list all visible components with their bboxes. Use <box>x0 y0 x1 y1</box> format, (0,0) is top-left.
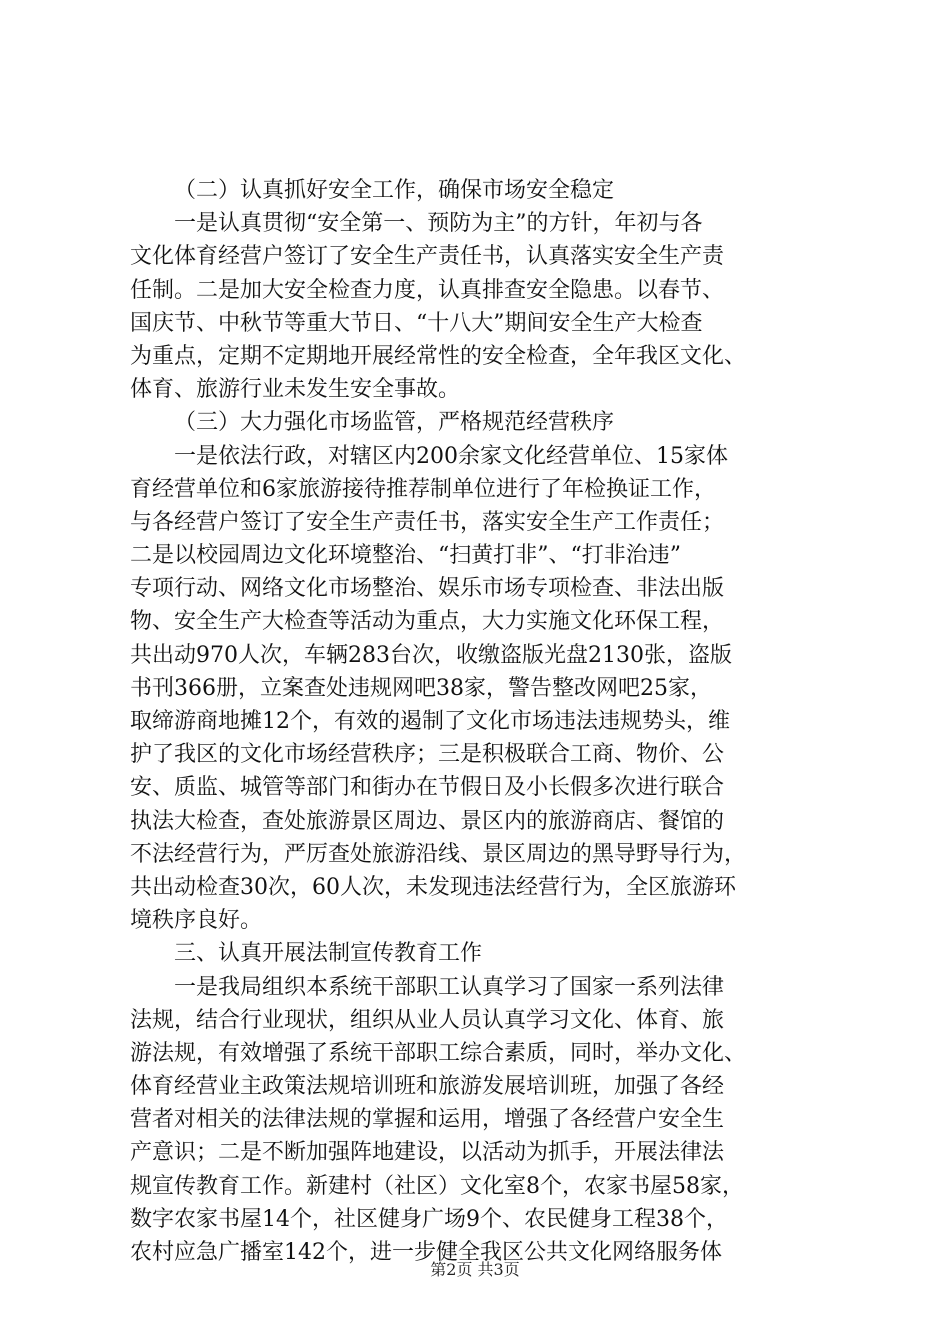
paragraph-line: 书刊366册，立案查处违规网吧38家，警告整改网吧25家， <box>130 675 712 701</box>
paragraph-line: 安、质监、城管等部门和街办在节假日及小长假多次进行联合 <box>130 775 725 801</box>
paragraph-line: 一是依法行政，对辖区内200余家文化经营单位、15家体 <box>174 443 728 469</box>
paragraph-line: 一是认真贯彻“安全第一、预防为主”的方针，年初与各 <box>174 211 703 237</box>
paragraph-line: 体育经营业主政策法规培训班和旅游发展培训班，加强了各经 <box>130 1074 725 1100</box>
paragraph-line: 法规，结合行业现状，组织从业人员认真学习文化、体育、旅 <box>130 1007 725 1033</box>
paragraph-line: 共出动检查30次，60人次，未发现违法经营行为，全区旅游环 <box>130 874 736 900</box>
section-heading: 三、认真开展法制宣传教育工作 <box>174 941 483 967</box>
paragraph-line: 专项行动、网络文化市场整治、娱乐市场专项检查、非法出版 <box>130 576 725 602</box>
paragraph-line: 与各经营户签订了安全生产责任书，落实安全生产工作责任； <box>130 509 725 535</box>
paragraph-line: 农村应急广播室142个，进一步健全我区公共文化网络服务体 <box>130 1240 722 1265</box>
paragraph-line: 二是以校园周边文化环境整治、“扫黄打非”、“打非治违” <box>130 543 681 569</box>
page-number-footer: 第2页 共3页 <box>430 1260 520 1279</box>
document-body <box>130 174 830 1269</box>
paragraph-line: 护了我区的文化市场经营秩序；三是积极联合工商、物价、公 <box>130 742 725 768</box>
paragraph-line: 为重点，定期不定期地开展经常性的安全检查，全年我区文化、 <box>130 343 747 369</box>
paragraph-line: 任制。二是加大安全检查力度，认真排查安全隐患。以春节、 <box>130 277 725 303</box>
section-heading: （二）认真抓好安全工作，确保市场安全稳定 <box>174 178 615 203</box>
paragraph-line: 产意识；二是不断加强阵地建设，以活动为抓手，开展法律法 <box>130 1140 725 1166</box>
paragraph-line: 境秩序良好。 <box>130 908 263 934</box>
paragraph-line: 营者对相关的法律法规的掌握和运用，增强了各经营户安全生 <box>130 1107 725 1133</box>
paragraph-line: 育经营单位和6家旅游接待推荐制单位进行了年检换证工作， <box>130 476 716 502</box>
paragraph-line: 规宣传教育工作。新建村（社区）文化室8个，农家书屋58家， <box>130 1173 744 1199</box>
paragraph-line: 体育、旅游行业未发生安全事故。 <box>130 377 461 403</box>
paragraph-line: 执法大检查，查处旅游景区周边、景区内的旅游商店、餐馆的 <box>130 808 725 834</box>
paragraph-line: 不法经营行为，严厉查处旅游沿线、景区周边的黑导野导行为， <box>130 841 747 867</box>
paragraph-line: 文化体育经营户签订了安全生产责任书，认真落实安全生产责 <box>130 244 725 270</box>
paragraph-line: 数字农家书屋14个，社区健身广场9个、农民健身工程38个， <box>130 1206 728 1232</box>
paragraph-line: 游法规，有效增强了系统干部职工综合素质，同时，举办文化、 <box>130 1040 747 1066</box>
paragraph-line: 取缔游商地摊12个，有效的遏制了文化市场违法违规势头，维 <box>130 709 730 734</box>
paragraph-line: 一是我局组织本系统干部职工认真学习了国家一系列法律 <box>174 974 725 1000</box>
section-heading: （三）大力强化市场监管，严格规范经营秩序 <box>174 410 615 436</box>
paragraph-line: 物、安全生产大检查等活动为重点，大力实施文化环保工程， <box>130 609 725 635</box>
paragraph-line: 共出动970人次，车辆283台次，收缴盗版光盘2130张，盗版 <box>130 642 732 668</box>
paragraph-line: 国庆节、中秋节等重大节日、“十八大”期间安全生产大检查 <box>130 310 703 336</box>
